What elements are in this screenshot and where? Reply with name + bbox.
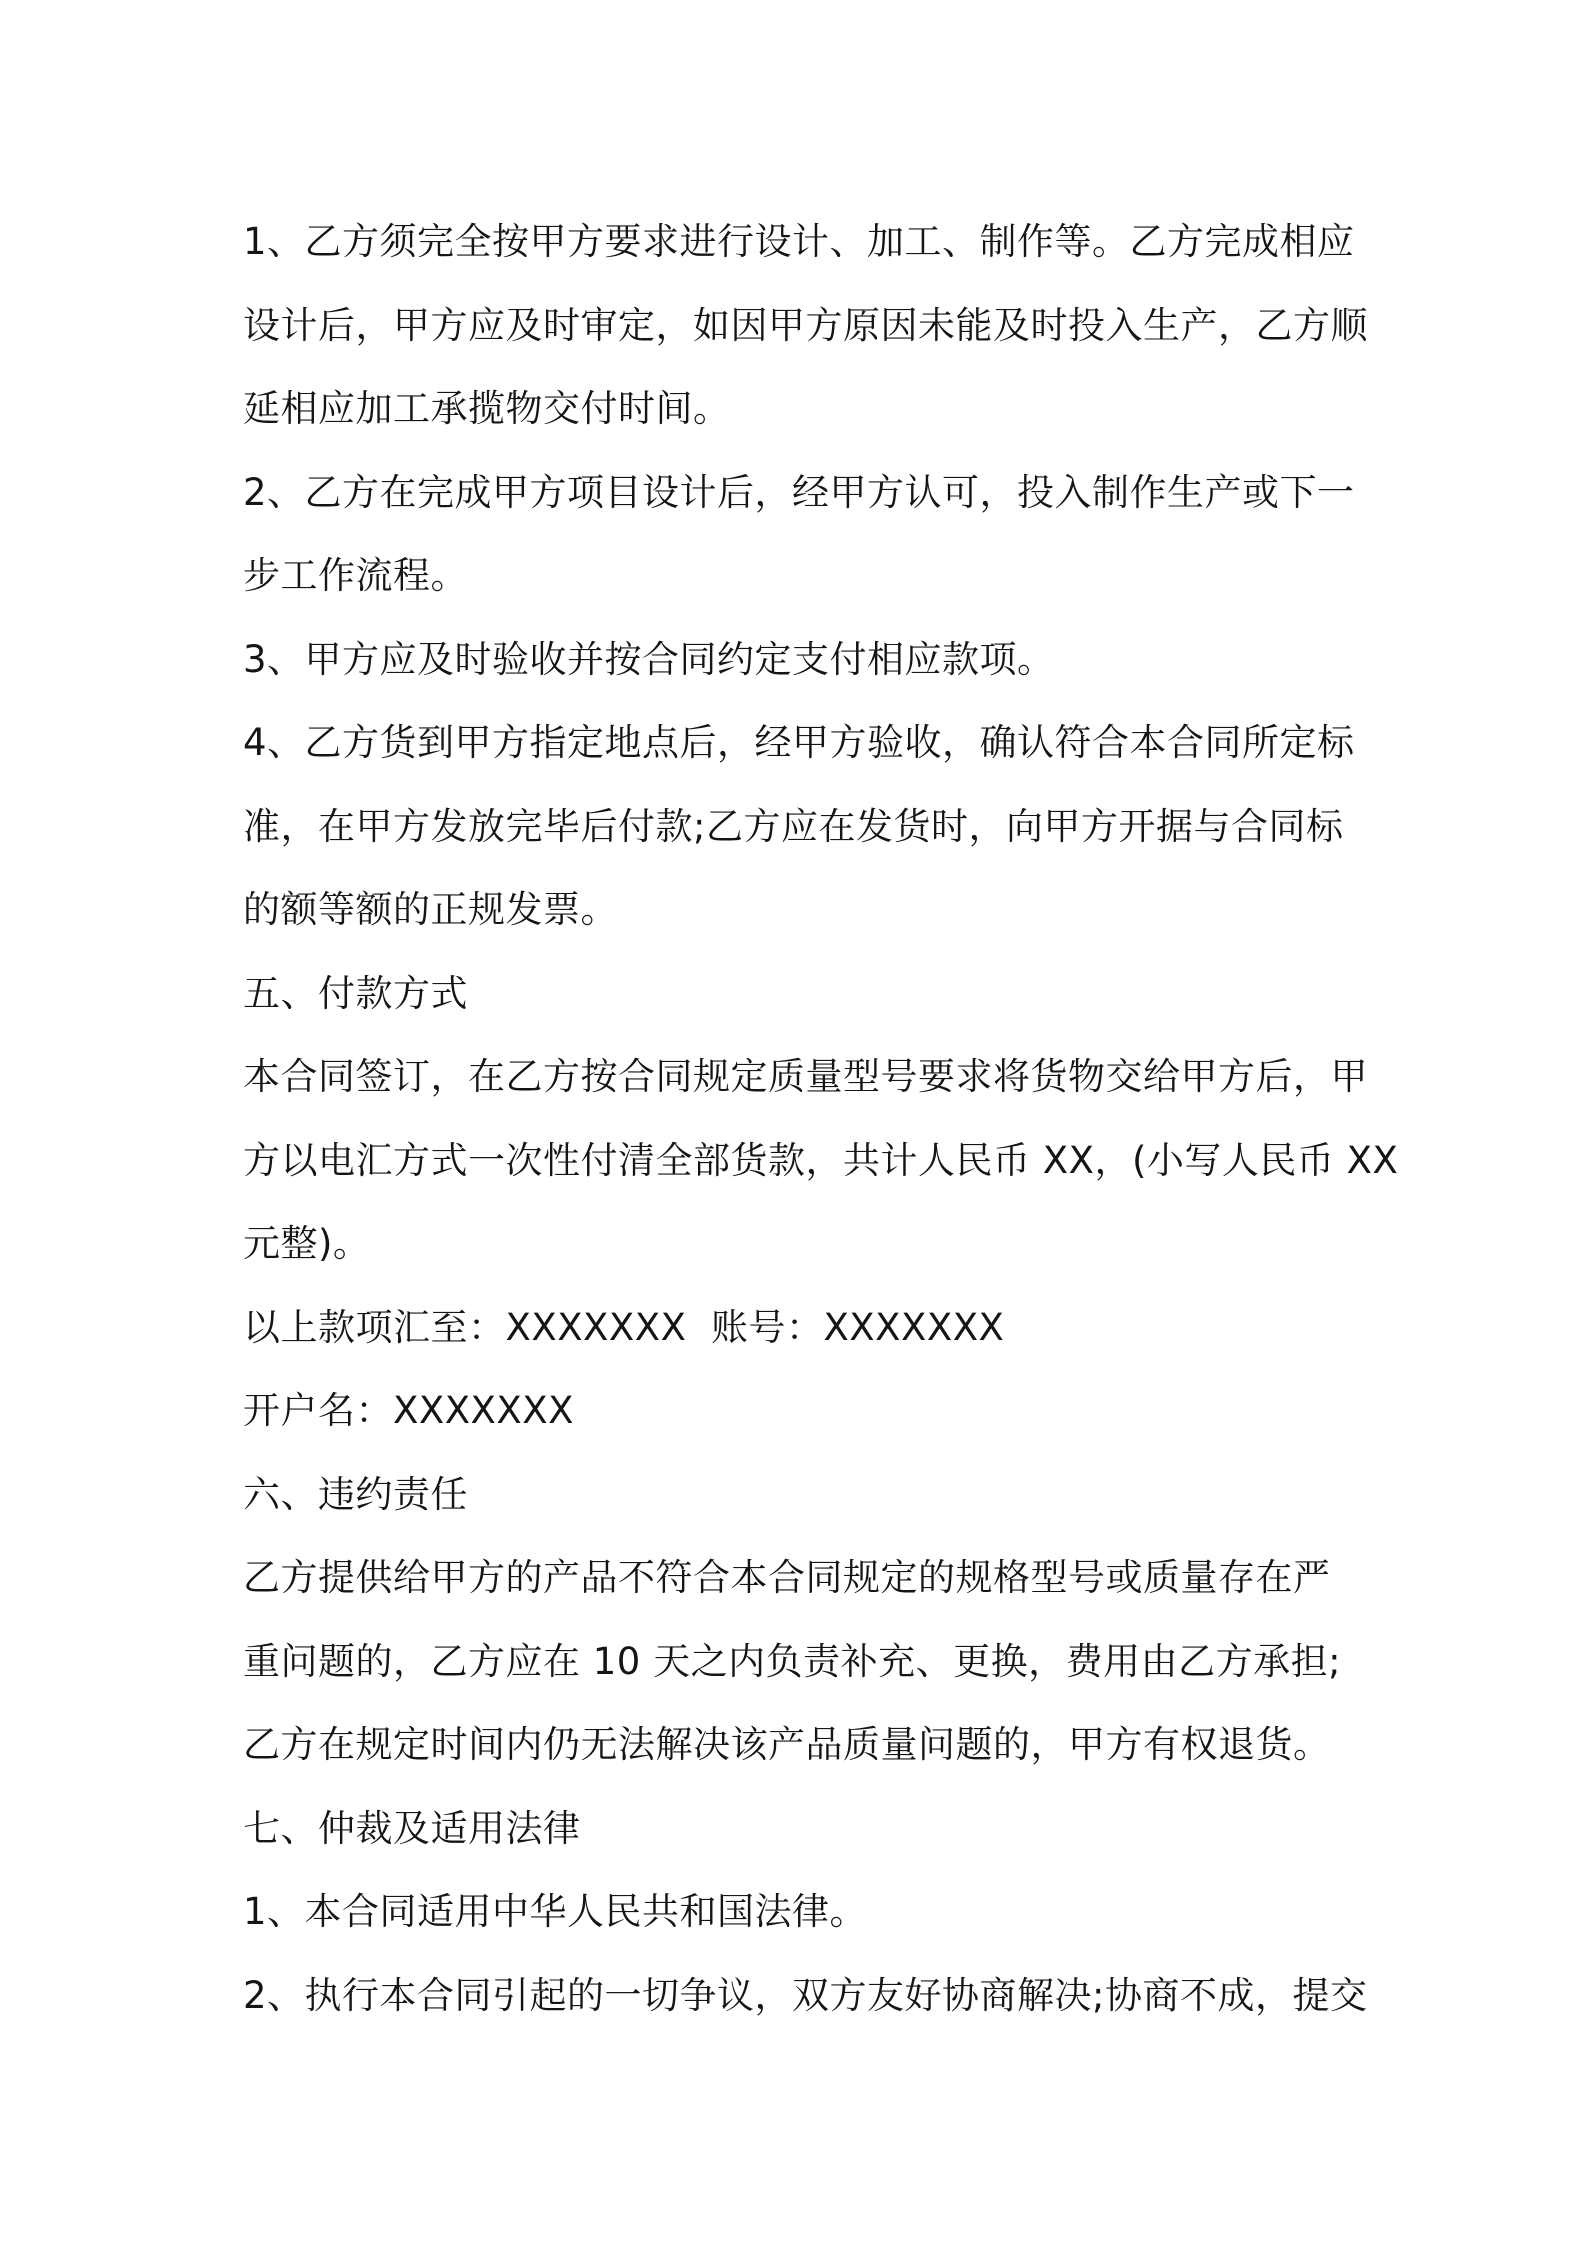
section-heading-payment: 五、付款方式 bbox=[243, 971, 468, 1015]
payment-line-3: 元整)。 bbox=[243, 1222, 371, 1265]
payment-account-line: 以上款项汇至：XXXXXXX 账号：XXXXXXX bbox=[243, 1305, 1005, 1349]
contract-body bbox=[243, 200, 1399, 2037]
section-heading-arbitration: 七、仲裁及适用法律 bbox=[243, 1806, 581, 1850]
arbitration-clause-1: 1、本合同适用中华人民共和国法律。 bbox=[243, 1890, 868, 1933]
clause-2-line-1: 2、乙方在完成甲方项目设计后，经甲方认可，投入制作生产或下一 bbox=[243, 470, 1355, 514]
clause-1-line-1: 1、乙方须完全按甲方要求进行设计、加工、制作等。乙方完成相应 bbox=[243, 220, 1355, 263]
section-heading-liability: 六、违约责任 bbox=[243, 1472, 468, 1516]
liability-line-1: 乙方提供给甲方的产品不符合本合同规定的规格型号或质量存在严 bbox=[243, 1556, 1331, 1599]
payment-line-2: 方以电汇方式一次性付清全部货款，共计人民币 XX，(小写人民币 XX bbox=[243, 1138, 1399, 1182]
arbitration-clause-2: 2、执行本合同引起的一切争议，双方友好协商解决;协商不成，提交 bbox=[243, 1973, 1368, 2017]
payment-account-name-line: 开户名：XXXXXXX bbox=[243, 1389, 574, 1432]
clause-4-line-2: 准，在甲方发放完毕后付款;乙方应在发货时，向甲方开据与合同标 bbox=[243, 804, 1344, 848]
clause-1-line-2: 设计后，甲方应及时审定，如因甲方原因未能及时投入生产，乙方顺 bbox=[243, 303, 1368, 347]
liability-line-2: 重问题的，乙方应在 10 天之内负责补充、更换，费用由乙方承担; bbox=[243, 1639, 1342, 1683]
clause-2-line-2: 步工作流程。 bbox=[243, 554, 468, 597]
clause-1-line-3: 延相应加工承揽物交付时间。 bbox=[243, 387, 731, 430]
payment-line-1: 本合同签订，在乙方按合同规定质量型号要求将货物交给甲方后，甲 bbox=[243, 1055, 1368, 1098]
liability-line-3: 乙方在规定时间内仍无法解决该产品质量问题的，甲方有权退货。 bbox=[243, 1723, 1331, 1766]
clause-4-line-3: 的额等额的正规发票。 bbox=[243, 888, 618, 931]
clause-4-line-1: 4、乙方货到甲方指定地点后，经甲方验收，确认符合本合同所定标 bbox=[243, 721, 1355, 764]
clause-3-line-1: 3、甲方应及时验收并按合同约定支付相应款项。 bbox=[243, 637, 1055, 681]
